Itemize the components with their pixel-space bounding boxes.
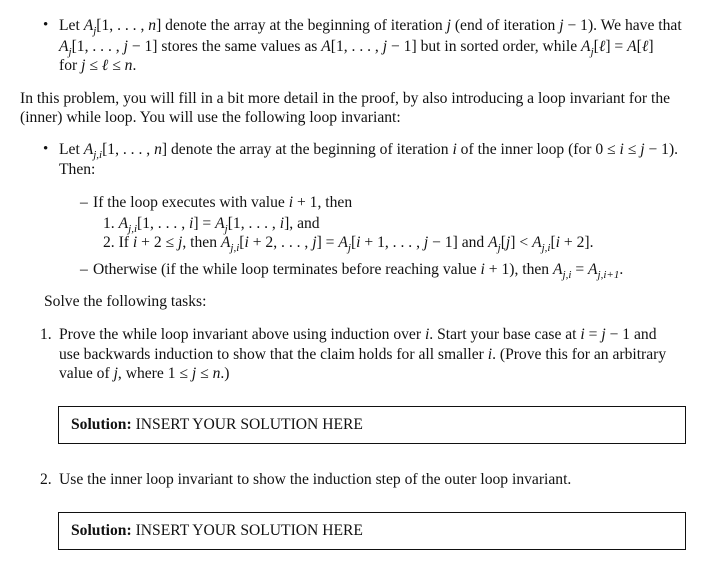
bullet2-line2: Then: [59, 161, 96, 178]
task1-number: 1. [40, 326, 52, 343]
case2-line: Otherwise (if the while loop terminates before reaching value i + 1), then $A_{j,i} = A_{j,i+1}$. [93, 261, 624, 282]
bullet-marker: • [43, 17, 49, 33]
task1-line1: Prove the while loop invariant above using induction over i. Start your base case at i = j − 1 and [59, 326, 657, 343]
solution-box-1[interactable] [58, 406, 686, 444]
dash-marker: – [80, 261, 88, 278]
solution-text: INSERT YOUR SOLUTION HERE [135, 522, 363, 539]
task2-number: 2. [40, 471, 52, 488]
solution-label: Solution: [71, 522, 132, 539]
intro-line1: In this problem, you will fill in a bit more detail in the proof, by also introducing a loop invariant for the [20, 90, 671, 107]
tasks-heading: Solve the following tasks: [44, 293, 207, 310]
dash-marker: – [80, 194, 88, 211]
bullet1-line2: $A_j[1$, . . . , j − 1] stores the same values as A[1, . . . , j − 1] but in sorted order, while $A_j[\ell]$ = A[ℓ] [59, 38, 654, 59]
bullet1-line1: Let $A_j[1$, . . . , n] denote the array at the beginning of iteration j (end of iteration j − 1). We have that [59, 17, 682, 38]
solution-box-2[interactable] [58, 512, 686, 550]
subcase2-line: 2. If i + 2 ≤ j, then $A_{j,i}[i + 2$, . . . , $j] = A_j[i + 1$, . . . , j − 1] and $A_j[j] < A_{j,i}[i + 2]$. [103, 234, 594, 255]
task1-line3: value of j, where 1 ≤ j ≤ n.) [59, 365, 230, 382]
bullet-marker: • [43, 141, 49, 157]
task1-line2: use backwards induction to show that the claim holds for all smaller i. (Prove this for an arbitrary [59, 346, 667, 363]
intro-line2: (inner) while loop. You will use the following loop invariant: [20, 109, 401, 126]
task2-line: Use the inner loop invariant to show the induction step of the outer loop invariant. [59, 471, 572, 488]
bullet1-line3: for j ≤ ℓ ≤ n. [59, 57, 137, 74]
bullet2-line1: Let $A_{j,i}[1$, . . . , n] denote the array at the beginning of iteration i of the inner loop (for 0 ≤ i ≤ j − 1). [59, 141, 679, 162]
case1-line: If the loop executes with value i + 1, then [93, 194, 353, 211]
subcase1-line: 1. $A_{j,i}[1$, . . . , $i] = A_j[1$, . . . , i], and [103, 215, 320, 236]
solution-label: Solution: [71, 416, 132, 433]
solution-text: INSERT YOUR SOLUTION HERE [135, 416, 363, 433]
